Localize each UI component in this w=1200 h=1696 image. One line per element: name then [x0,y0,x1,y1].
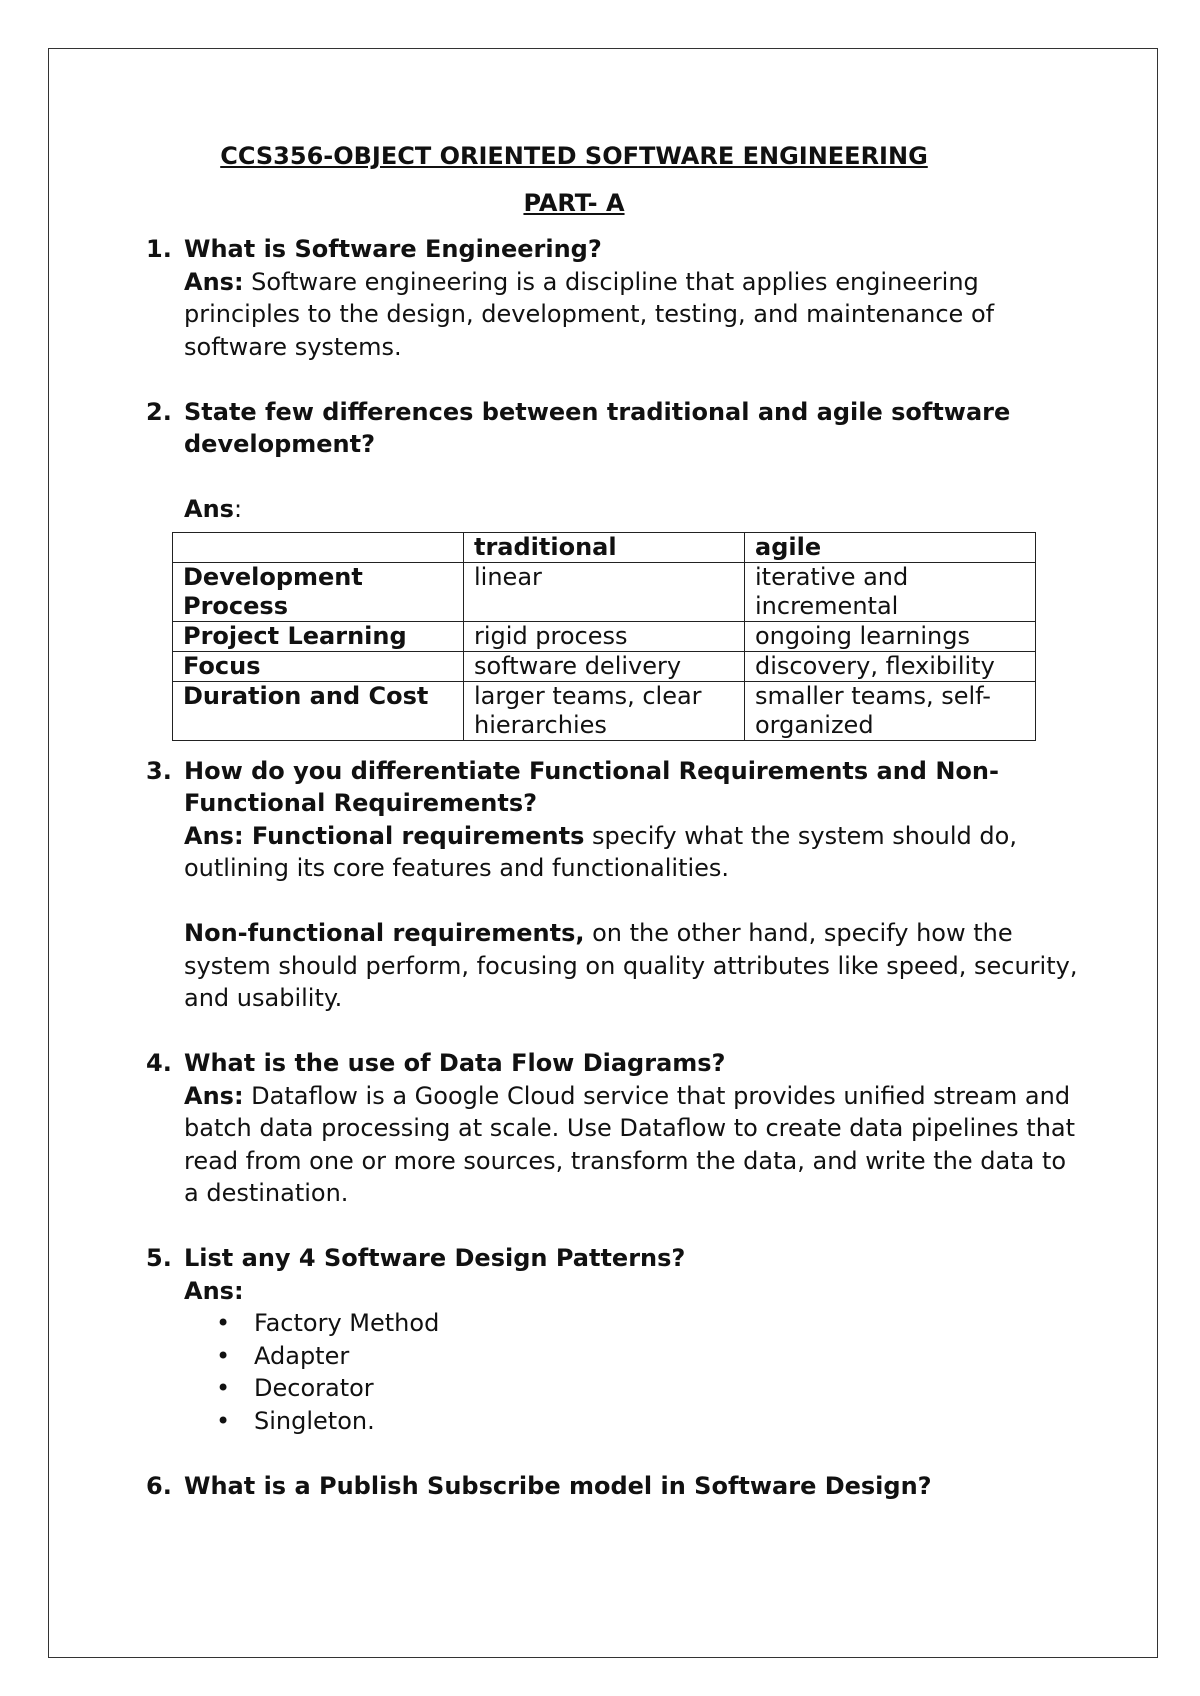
answer-label: Non-functional requirements, [184,919,585,947]
answer-text: specify what the system should do, outlining its core features and functionalities. [184,821,1017,882]
table-cell: Project Learning [173,621,464,651]
bullet-icon: • [216,1309,231,1337]
question-text: How do you differentiate Functional Requirements and Non-Functional Requirements? [184,756,999,817]
list-item [216,1340,1084,1373]
question-text: List any 4 Software Design Patterns? [184,1244,686,1272]
table-header-cell: agile [745,532,1036,562]
table-cell: ongoing learnings [745,621,1036,651]
answer-text: Dataflow is a Google Cloud service that provides unified stream and batch data processing at scale. Use Dataflow to create data pipelines that read from one or more sources, transform the data, and write the data to a destination. [184,1081,1076,1207]
answer-text: on the other hand, specify how the system should perform, focusing on quality attributes like speed, security, and usability. [184,919,1078,1012]
question-number: 2. [146,397,172,426]
answer [184,1275,1084,1308]
table-header-row [173,532,1036,562]
table-cell: discovery, flexibility [745,651,1036,681]
document-content [146,140,1084,1502]
list-item [216,1372,1084,1405]
question-5 [146,1242,1084,1437]
question-text: What is the use of Data Flow Diagrams? [184,1049,726,1077]
table-cell: Duration and Cost [173,681,464,740]
table-cell: smaller teams, self-organized [745,681,1036,740]
question-number: 1. [146,235,172,263]
question-number: 4. [146,1049,172,1077]
answer-suffix: : [233,495,243,523]
question-number: 3. [146,756,172,785]
table-row [173,621,1036,651]
list-item-text: Singleton. [254,1406,375,1435]
table-cell: Development Process [173,562,464,621]
question-2 [146,396,1084,741]
answer-text: Software engineering is a discipline that applies engineering principles to the design, development, testing, and maintenance of software systems. [184,267,995,361]
question-4 [146,1047,1084,1210]
table-cell: rigid process [464,621,745,651]
bullet-icon: • [216,1374,231,1402]
table-row [173,562,1036,621]
question-text: What is Software Engineering? [184,235,602,263]
table-cell: software delivery [464,651,745,681]
document-title: CCS356-OBJECT ORIENTED SOFTWARE ENGINEERING [220,142,928,170]
comparison-table [172,532,1036,741]
design-pattern-list [184,1307,1084,1437]
list-item-text: Decorator [254,1374,374,1402]
question-number: 5. [146,1244,172,1272]
table-cell: larger teams, clear hierarchies [464,681,745,740]
bullet-icon: • [216,1341,231,1370]
answer-label: Ans: [184,267,244,296]
part-heading: PART- A [523,188,625,217]
table-header-cell: traditional [464,532,745,562]
answer-label: Ans: Functional requirements [184,821,585,850]
answer-label: Ans: [184,1276,244,1305]
answer [184,820,1084,885]
table-cell: linear [464,562,745,621]
question-6 [146,1470,1084,1503]
bullet-icon: • [216,1406,231,1435]
question-number: 6. [146,1471,172,1500]
answer-label: Ans [184,495,234,523]
table-row [173,681,1036,740]
table-row [173,651,1036,681]
table-cell: Focus [173,651,464,681]
list-item [216,1405,1084,1438]
answer [184,266,1084,364]
answer-continued [184,917,1084,1015]
answer [184,1080,1084,1210]
list-item-text: Adapter [254,1341,350,1370]
table-header-cell [173,532,464,562]
answer [184,493,1084,526]
question-1 [146,233,1084,363]
answer-label: Ans: [184,1081,244,1110]
question-3 [146,755,1084,1015]
list-item-text: Factory Method [254,1309,440,1337]
question-text: What is a Publish Subscribe model in Software Design? [184,1471,932,1500]
list-item [216,1307,1084,1340]
table-cell: iterative and incremental [745,562,1036,621]
question-text: State few differences between traditional and agile software development? [184,397,1011,458]
